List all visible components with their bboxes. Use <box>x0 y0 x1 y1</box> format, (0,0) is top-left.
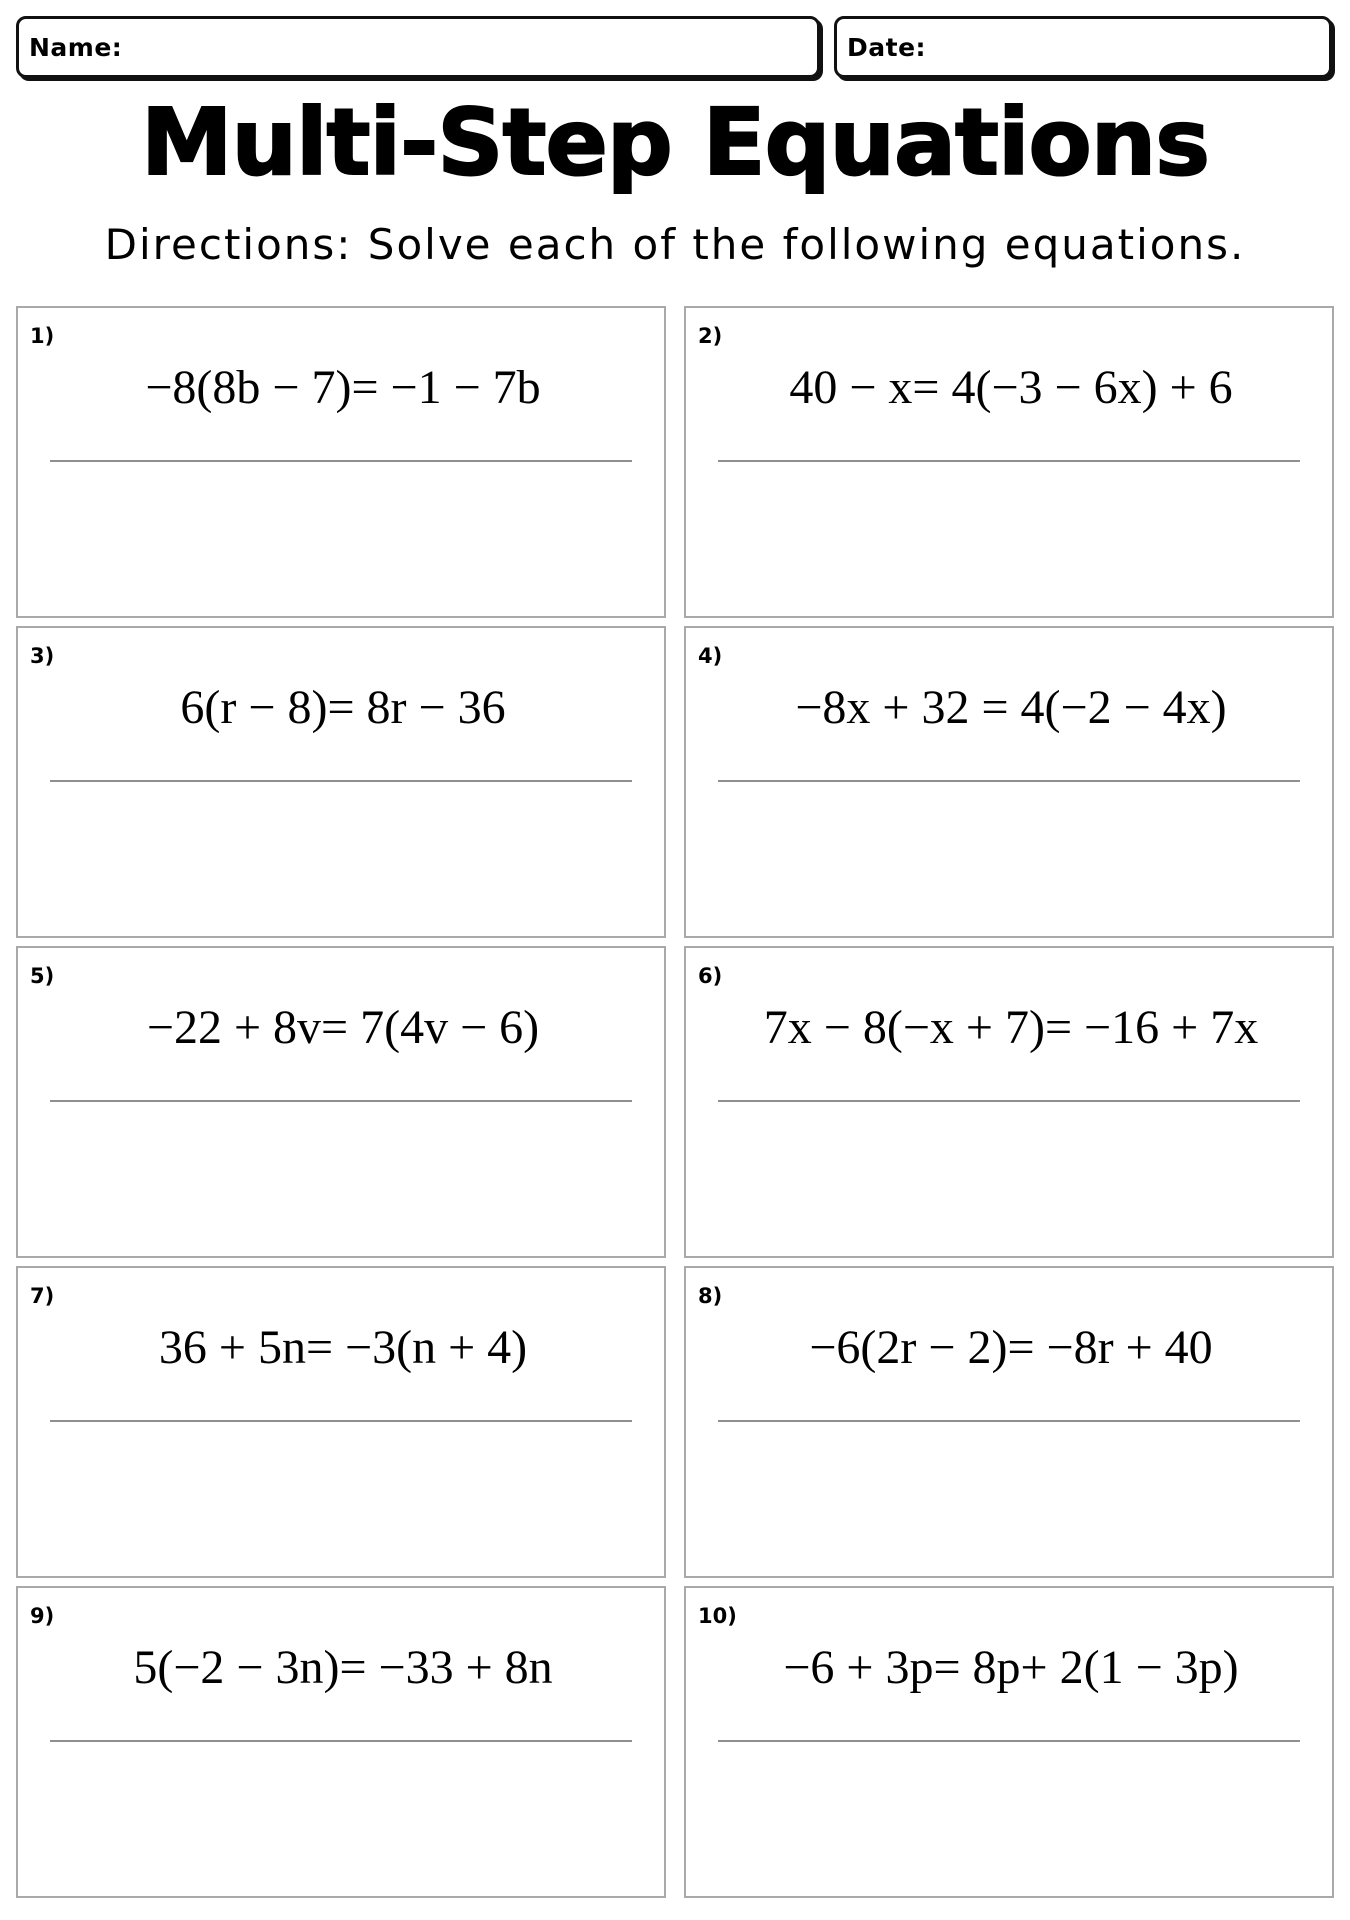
problem-2 <box>684 306 1334 618</box>
problem-number: 6) <box>698 964 723 988</box>
date-field[interactable] <box>834 16 1332 78</box>
name-field[interactable] <box>16 16 820 78</box>
equation: −6 + 3p= 8p+ 2(1 − 3p) <box>783 1641 1239 1694</box>
answer-line[interactable] <box>50 780 632 782</box>
date-label: Date: <box>847 33 927 62</box>
equation: 5(−2 − 3n)= −33 + 8n <box>133 1641 553 1694</box>
equation: −6(2r − 2)= −8r + 40 <box>809 1321 1213 1374</box>
answer-line[interactable] <box>718 1420 1300 1422</box>
problem-number: 4) <box>698 644 723 668</box>
name-label: Name: <box>29 33 123 62</box>
equation: 6(r − 8)= 8r − 36 <box>180 681 506 734</box>
problem-9 <box>16 1586 666 1898</box>
problem-number: 5) <box>30 964 55 988</box>
problem-4 <box>684 626 1334 938</box>
problem-number: 10) <box>698 1604 737 1628</box>
answer-line[interactable] <box>718 1740 1300 1742</box>
page-title: Multi-Step Equations <box>140 89 1210 196</box>
problem-3 <box>16 626 666 938</box>
answer-line[interactable] <box>50 1420 632 1422</box>
equation: −8x + 32 = 4(−2 − 4x) <box>795 681 1227 734</box>
problem-7 <box>16 1266 666 1578</box>
problem-number: 1) <box>30 324 55 348</box>
equation: 40 − x= 4(−3 − 6x) + 6 <box>789 361 1233 414</box>
problem-number: 2) <box>698 324 723 348</box>
answer-line[interactable] <box>718 780 1300 782</box>
problem-number: 8) <box>698 1284 723 1308</box>
answer-line[interactable] <box>50 1100 632 1102</box>
answer-line[interactable] <box>718 1100 1300 1102</box>
equation: −8(8b − 7)= −1 − 7b <box>145 361 541 414</box>
problem-6 <box>684 946 1334 1258</box>
problem-1 <box>16 306 666 618</box>
problem-8 <box>684 1266 1334 1578</box>
problem-5 <box>16 946 666 1258</box>
equation: 7x − 8(−x + 7)= −16 + 7x <box>763 1001 1259 1054</box>
answer-line[interactable] <box>50 460 632 462</box>
answer-line[interactable] <box>718 460 1300 462</box>
answer-line[interactable] <box>50 1740 632 1742</box>
problem-number: 9) <box>30 1604 55 1628</box>
problem-number: 3) <box>30 644 55 668</box>
equation: 36 + 5n= −3(n + 4) <box>158 1321 528 1374</box>
equation: −22 + 8v= 7(4v − 6) <box>146 1001 540 1054</box>
problem-10 <box>684 1586 1334 1898</box>
directions: Directions: Solve each of the following equations. <box>104 220 1246 269</box>
problem-number: 7) <box>30 1284 55 1308</box>
